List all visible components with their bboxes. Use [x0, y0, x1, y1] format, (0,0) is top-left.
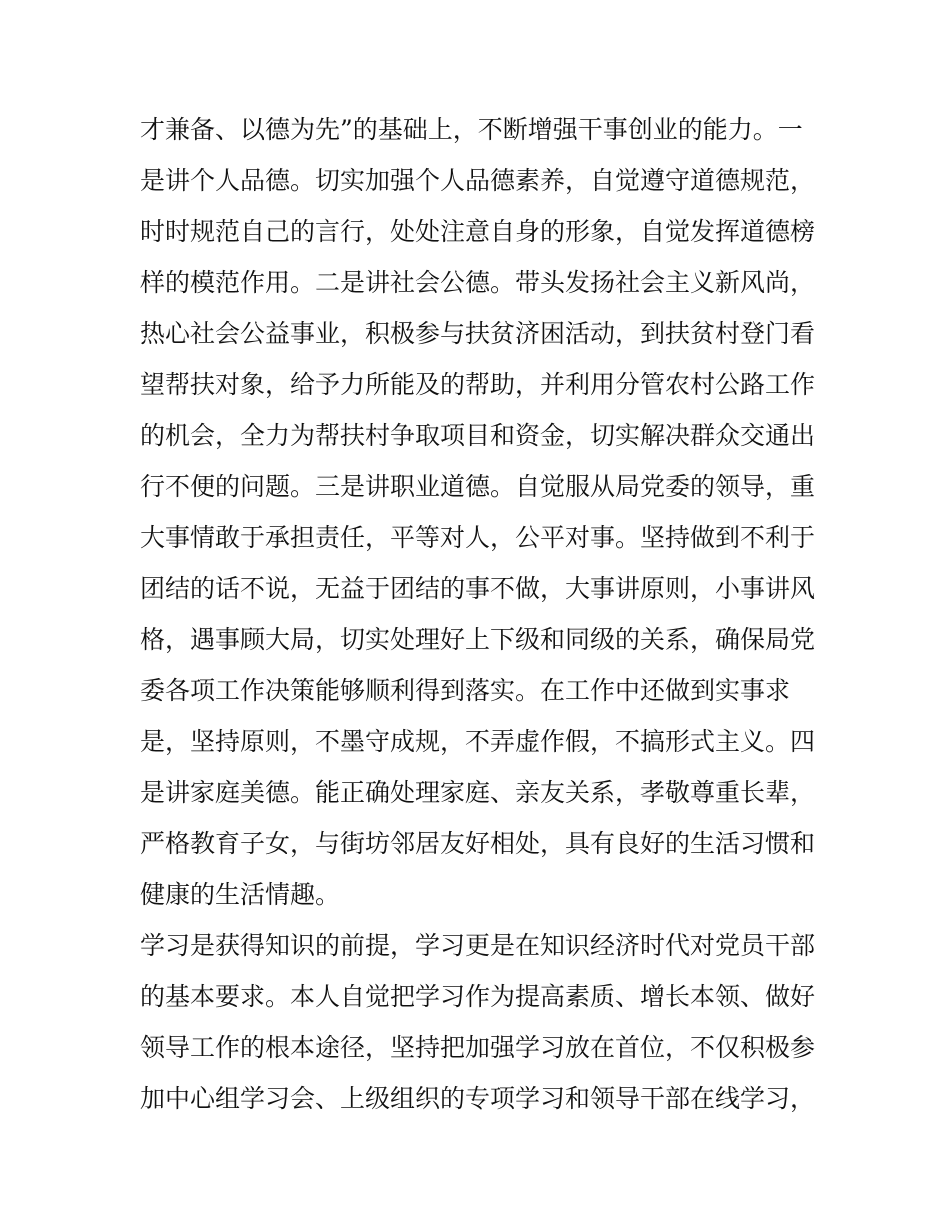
text-line: 行不便的问题。三是讲职业道德。自觉服从局党委的领导，重	[140, 472, 816, 501]
text-line: 健康的生活情趣。	[140, 880, 341, 909]
text-line: 时时规范自己的言行，处处注意自身的形象，自觉发挥道德榜	[140, 217, 816, 246]
text-line: 是，坚持原则，不墨守成规，不弄虚作假，不搞形式主义。四	[140, 727, 816, 756]
text-line: 的基本要求。本人自觉把学习作为提高素质、增长本领、做好	[140, 982, 816, 1011]
text-line: 严格教育子女，与街坊邻居友好相处，具有良好的生活习惯和	[140, 829, 816, 858]
text-line: 学习是获得知识的前提，学习更是在知识经济时代对党员干部	[140, 931, 816, 960]
text-line: 格，遇事顾大局，切实处理好上下级和同级的关系，确保局党	[140, 625, 816, 654]
text-line: 望帮扶对象，给予力所能及的帮助，并利用分管农村公路工作	[140, 370, 816, 399]
text-line: 是讲个人品德。切实加强个人品德素养，自觉遵守道德规范，	[140, 166, 816, 195]
text-line: 领导工作的根本途径，坚持把加强学习放在首位，不仅积极参	[140, 1033, 816, 1062]
text-line: 大事情敢于承担责任，平等对人，公平对事。坚持做到不利于	[140, 523, 816, 552]
text-line: 的机会，全力为帮扶村争取项目和资金，切实解决群众交通出	[140, 421, 816, 450]
text-line: 是讲家庭美德。能正确处理家庭、亲友关系，孝敬尊重长辈，	[140, 778, 816, 807]
text-line: 团结的话不说，无益于团结的事不做，大事讲原则，小事讲风	[140, 574, 816, 603]
text-line: 样的模范作用。二是讲社会公德。带头发扬社会主义新风尚，	[140, 268, 816, 297]
text-line: 加中心组学习会、上级组织的专项学习和领导干部在线学习，	[140, 1084, 816, 1113]
text-line: 热心社会公益事业，积极参与扶贫济困活动，到扶贫村登门看	[140, 319, 816, 348]
text-line: 才兼备、以德为先”的基础上，不断增强干事创业的能力。一	[140, 115, 803, 144]
body-text	[140, 104, 820, 1124]
text-line: 委各项工作决策能够顺利得到落实。在工作中还做到实事求	[140, 676, 791, 705]
